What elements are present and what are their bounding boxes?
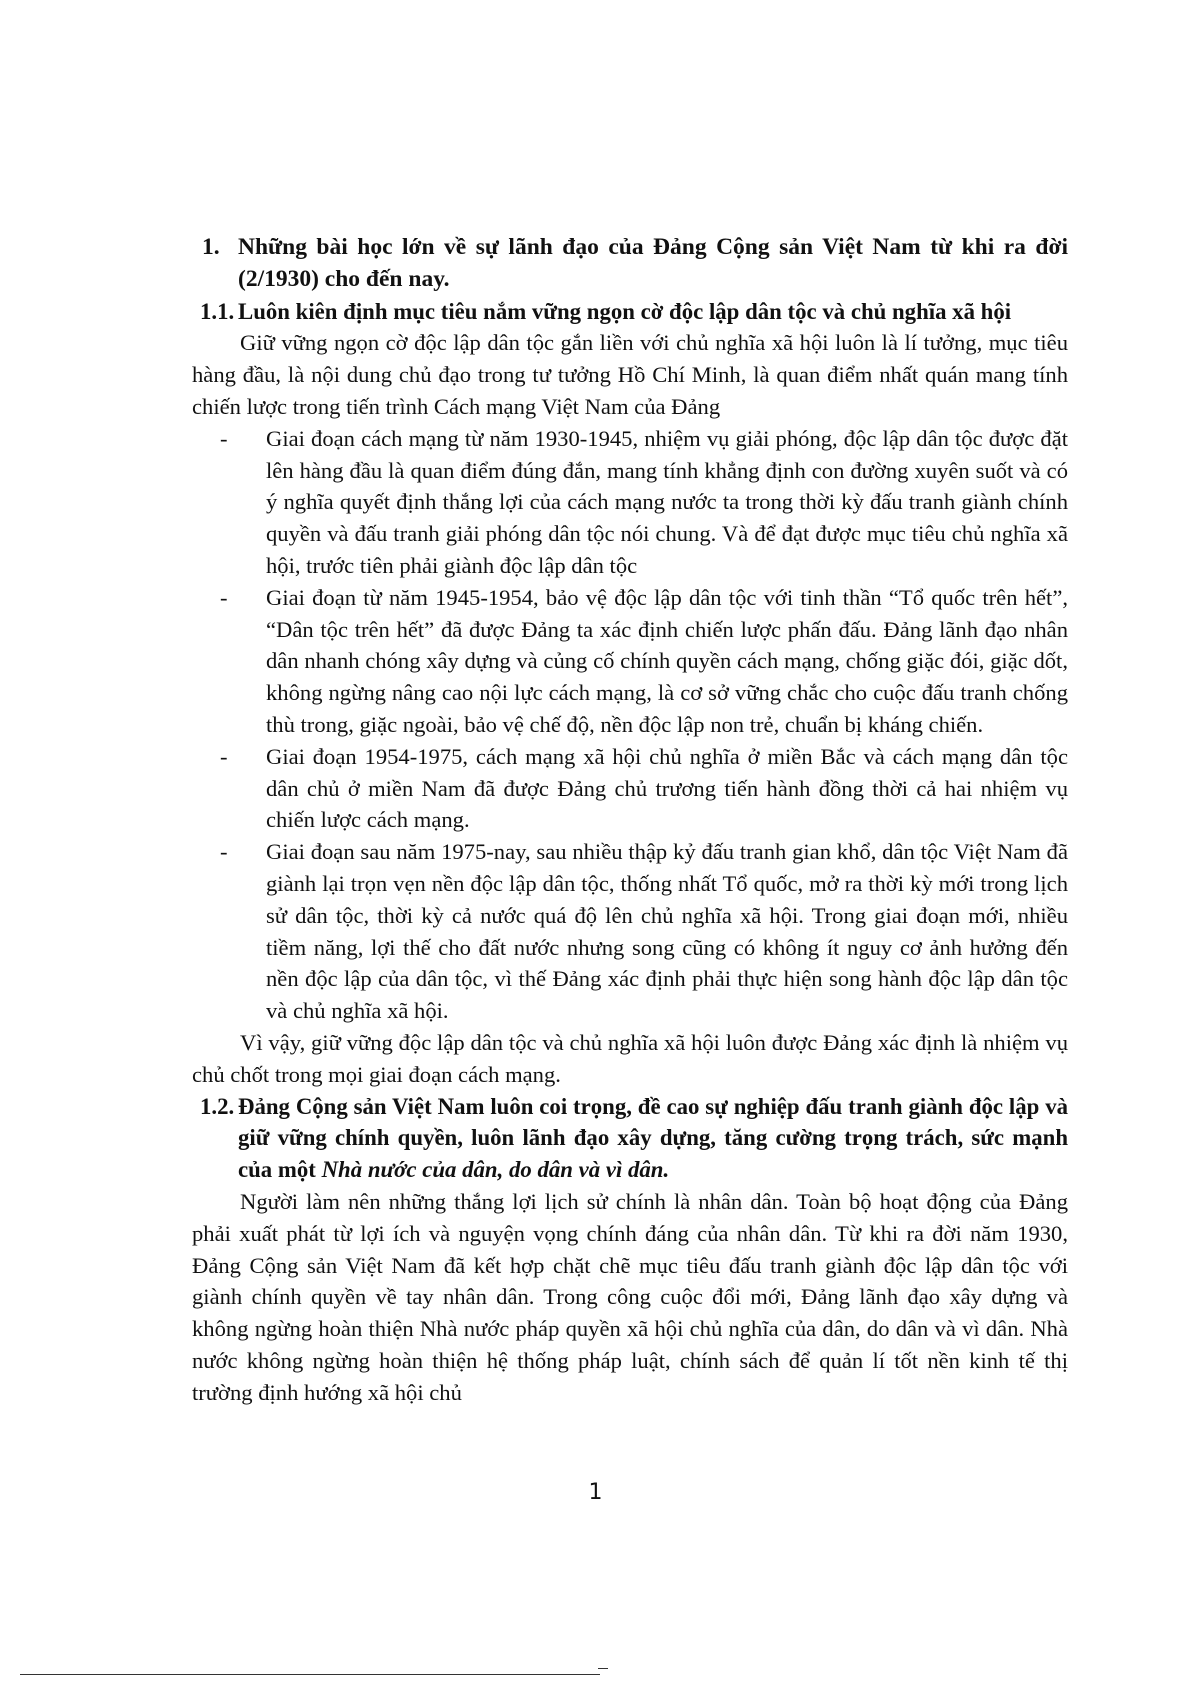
heading-1 [192, 232, 1068, 296]
bullet-item [220, 836, 1068, 1027]
bullet-text: Giai đoạn cách mạng từ năm 1930-1945, nhiệm vụ giải phóng, độc lập dân tộc được đặt lên hàng đầu là quan điểm đúng đắn, mang tính khẳng định con đường xuyên suốt và có ý nghĩa quyết định thắng lợi của cách mạng nước ta trong thời kỳ đấu tranh giành chính quyền và đấu tranh giải phóng dân tộc nói chung. Và để đạt được mục tiêu chủ nghĩa xã hội, trước tiên phải giành độc lập dân tộc [266, 425, 1068, 578]
section-1-1-intro: Giữ vững ngọn cờ độc lập dân tộc gắn liền với chủ nghĩa xã hội luôn là lí tưởng, mục tiêu hàng đầu, là nội dung chủ đạo trong tư tưởng Hồ Chí Minh, là quan điểm nhất quán mang tính chiến lược trong tiến trình Cách mạng Việt Nam của Đảng [192, 330, 1068, 419]
heading-1-2-title-plain: Đảng Cộng sản Việt Nam luôn coi trọng, đề cao sự nghiệp đấu tranh giành độc lập và giữ vững chính quyền, luôn lãnh đạo xây dựng, tăng cường trọng trách, sức mạnh của một [238, 1093, 1068, 1183]
heading-1-1-title: Luôn kiên định mục tiêu nắm vững ngọn cờ độc lập dân tộc và chủ nghĩa xã hội [238, 298, 1012, 324]
heading-1-2-title [238, 1091, 1068, 1186]
bullet-dash: - [220, 584, 228, 610]
bullet-text: Giai đoạn sau năm 1975-nay, sau nhiều thập kỷ đấu tranh gian khổ, dân tộc Việt Nam đã giành lại trọn vẹn nền độc lập dân tộc, thống nhất Tổ quốc, mở ra thời kỳ mới trong lịch sử dân tộc, thời kỳ cả nước quá độ lên chủ nghĩa xã hội. Trong giai đoạn mới, nhiều tiềm năng, lợi thế cho đất nước nhưng song cũng có không ít nguy cơ ảnh hưởng đến nền độc lập của dân tộc, vì thế Đảng xác định phải thực hiện song hành độc lập dân tộc và chủ nghĩa xã hội. [266, 839, 1068, 1024]
section-1-2-body: Người làm nên những thắng lợi lịch sử chính là nhân dân. Toàn bộ hoạt động của Đảng phải xuất phát từ lợi ích và nguyện vọng chính đáng của nhân dân. Từ khi ra đời năm 1930, Đảng Cộng sản Việt Nam đã kết hợp chặt chẽ mục tiêu đấu tranh giành độc lập dân tộc với giành chính quyền về tay nhân dân. Trong công cuộc đổi mới, Đảng lãnh đạo xây dựng và không ngừng hoàn thiện Nhà nước pháp quyền xã hội chủ nghĩa của dân, do dân và vì dân. Nhà nước không ngừng hoàn thiện hệ thống pháp luật, chính sách để quản lí tốt nền kinh tế thị trường định hướng xã hội chủ [192, 1188, 1068, 1405]
heading-1-1 [192, 296, 1068, 328]
footer-divider-tick [598, 1668, 608, 1669]
bullet-item [220, 582, 1068, 741]
bullet-dash: - [220, 425, 228, 451]
heading-1-1-number: 1.1. [200, 298, 235, 324]
bullet-item [220, 423, 1068, 582]
bullet-text: Giai đoạn 1954-1975, cách mạng xã hội chủ nghĩa ở miền Bắc và cách mạng dân tộc dân chủ ở miền Nam đã được Đảng chủ trương tiến hành đồng thời cả hai nhiệm vụ chiến lược cách mạng. [266, 743, 1068, 833]
heading-1-2-number: 1.2. [200, 1093, 235, 1119]
heading-1-2 [192, 1091, 1068, 1186]
bullet-item [220, 741, 1068, 836]
bullet-dash: - [220, 839, 228, 865]
bullet-text: Giai đoạn từ năm 1945-1954, bảo vệ độc lập dân tộc với tinh thần “Tổ quốc trên hết”, “Dân tộc trên hết” đã được Đảng ta xác định chiến lược phấn đấu. Đảng lãnh đạo nhân dân nhanh chóng xây dựng và củng cố chính quyền cách mạng, chống giặc đói, giặc dốt, không ngừng nâng cao nội lực cách mạng, là cơ sở vững chắc cho cuộc đấu tranh chống thù trong, giặc ngoài, bảo vệ chế độ, nền độc lập non trẻ, chuẩn bị kháng chiến. [266, 584, 1068, 737]
section-1-1-conclusion: Vì vậy, giữ vững độc lập dân tộc và chủ nghĩa xã hội luôn được Đảng xác định là nhiệm vụ chủ chốt trong mọi giai đoạn cách mạng. [192, 1029, 1068, 1087]
bullet-dash: - [220, 743, 228, 769]
heading-1-text: Những bài học lớn về sự lãnh đạo của Đảng Cộng sản Việt Nam từ khi ra đời (2/1930) cho đến nay. [238, 234, 1068, 292]
document-page [192, 232, 1068, 1408]
page-number: 1 [588, 1480, 603, 1505]
heading-1-2-title-italic: Nhà nước của dân, do dân và vì dân. [321, 1157, 670, 1183]
heading-1-number: 1. [202, 234, 220, 260]
footer-divider [20, 1674, 600, 1675]
